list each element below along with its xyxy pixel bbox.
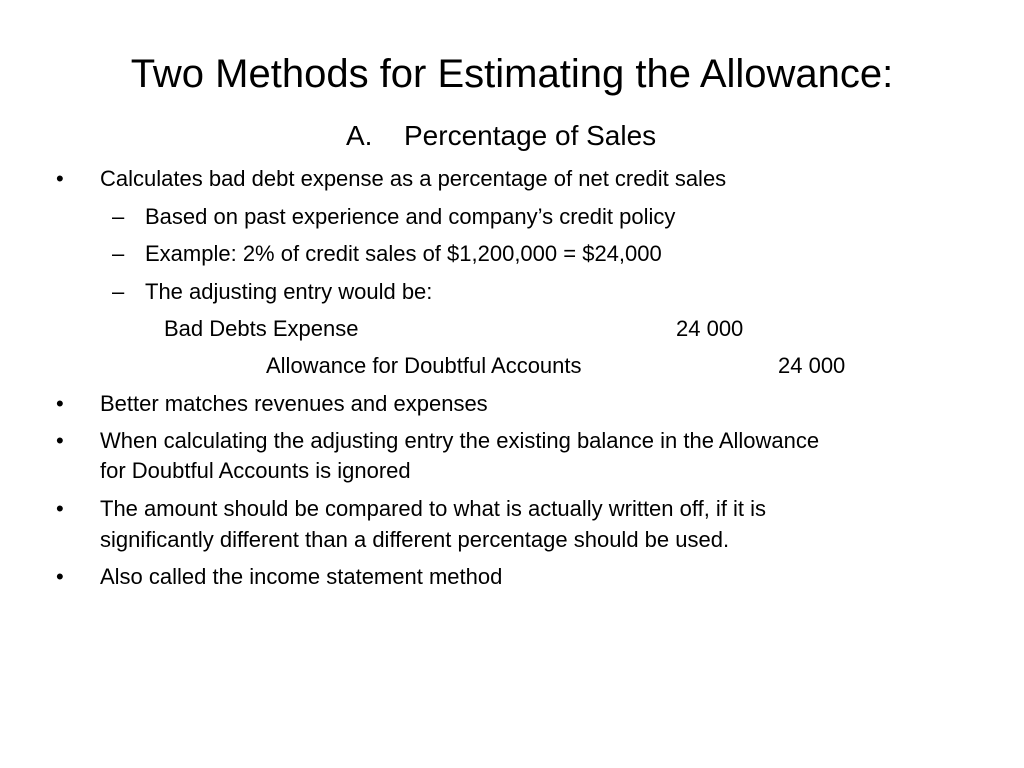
bullet-icon: • xyxy=(56,496,64,521)
dash-icon: – xyxy=(112,279,125,304)
journal-credit-account: Allowance for Doubtful Accounts xyxy=(266,353,582,378)
bullet-icon: • xyxy=(56,564,64,589)
section-marker: A. xyxy=(346,120,373,151)
journal-debit-account: Bad Debts Expense xyxy=(164,316,359,341)
bullet-text: The amount should be compared to what is actually written off, if it is xyxy=(100,496,767,521)
journal-debit-amount: 24 000 xyxy=(676,316,744,341)
bullet-text: Also called the income statement method xyxy=(100,564,503,589)
bullet-text-continued: for Doubtful Accounts is ignored xyxy=(100,458,411,483)
dash-icon: – xyxy=(112,241,125,266)
bullet-icon: • xyxy=(56,166,64,191)
bullet-icon: • xyxy=(56,391,64,416)
dash-icon: – xyxy=(112,204,125,229)
sub-bullet-text: Based on past experience and company’s credit policy xyxy=(145,204,676,229)
sub-bullet-text: Example: 2% of credit sales of $1,200,000 = $24,000 xyxy=(145,241,662,266)
section-heading xyxy=(346,118,656,154)
bullet-text: Calculates bad debt expense as a percentage of net credit sales xyxy=(100,166,727,191)
bullet-text: Better matches revenues and expenses xyxy=(100,391,488,416)
bullet-icon: • xyxy=(56,428,64,453)
bullet-text-continued: significantly different than a different percentage should be used. xyxy=(100,527,730,552)
section-heading-text: Percentage of Sales xyxy=(404,120,657,151)
journal-credit-amount: 24 000 xyxy=(778,353,846,378)
bullet-text: When calculating the adjusting entry the existing balance in the Allowance xyxy=(100,428,820,453)
sub-bullet-text: The adjusting entry would be: xyxy=(145,279,433,304)
slide-title: Two Methods for Estimating the Allowance: xyxy=(130,52,894,96)
